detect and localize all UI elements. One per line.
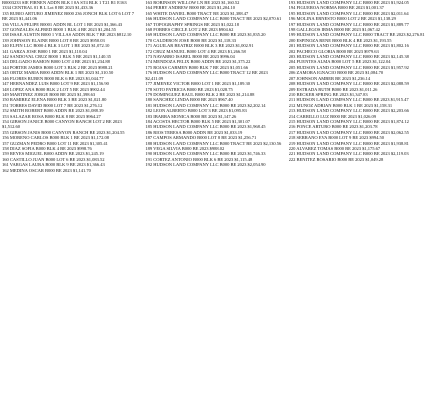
listing-entry: 149 MARTINEZ JORGE B000 BE 2023 $1,398.63 [2,91,96,97]
listing-entry: 211 HUDSON LAND COMPANY LLC B000 BE 2023 $1,915.47 [288,97,409,103]
listing-entry: 197 HUDSON LAND COMPANY LLC B000 BE 2023 $1,889.77 [288,21,409,27]
listing-entry: 173 NAVARRO ISABEL B000 BE 2023 $996.04 [145,54,235,60]
listing-entry: 140 ELFIN LLC B000 4 BLK 3 LOT 1 BE 2023 $1,072.10 [2,43,110,49]
listing-entry: 196 MOLINA ERNESTO B000 LOT 2 BE 2023 $1,138.29 [288,16,396,22]
listing-entry: 179 DOMINGUEZ RAUL B000 BLK 2 BE 2023 $1,214.88 [145,91,255,97]
listing-entry: 139 JOHNSON ELAINE B000 LOT 8 BE 2023 $950.03 [2,37,105,43]
listing-entry: 138 ISSAE AUSTIN B000 1 VILLAS ADDN BLK 7 BE 2023 $812.10 [2,32,132,38]
listing-entry: 136 VILLA FELIPE B0001 ADDN BL LOT 1 BE 2023 $1,366.43 [2,21,123,27]
listing-entry: 154 GIBSON JANICE B000 CANYON RANCH LOT 2 BE 2023 $1,512.60 [2,118,122,130]
listing-entry: 220 ALVAREZ TOMAS B000 BE 2023 $1,175.67 [288,145,381,151]
listing-entry: 195 HUDSON LAND COMPANY LLC B000 BE 2023 $2,011.64 [288,10,409,16]
listing-entry: 219 HUDSON LAND COMPANY LLC B000 BE 2023 $1,938.81 [288,140,409,146]
listing-column-1 [2,0,139,400]
listing-entry: 182 LEON ALBERTO B000 LOT 3 BE 2023 $1,095.83 [145,108,247,114]
listing-column-3 [289,0,426,400]
listing-entry: 171 AGUILAR BEATRIZ B000 BLK 3 BE 2023 $1,002.91 [145,43,254,49]
listing-entry: 148 LOPEZ ANA B000 BLK 2 LOT 5 BE 2023 $902.44 [2,86,105,92]
listing-entry: B0003233 SIE FIRNEN ADDN BLK I 0A ST4 BLK 1 T21 R1 E163 [2,0,127,5]
listing-entry: 189 VEGA SILVIA B000 BE 2023 $988.02 [145,145,225,151]
listing-entry: 184 ACOSTA HECTOR B000 BLK 5 BE 2023 $1,301.07 [145,118,251,124]
listing-entry: 194 FIGUEROA NORMA B000 BE 2023 $1,001.37 [288,5,384,11]
listing-entry: 169 HUDSON LAND COMPANY LLC B000 BE 2023 $1,835.20 [145,32,266,38]
listing-entry: 170 CALDERON JOSE B000 BE 2023 $1,118.33 [145,37,237,43]
listing-entry: 206 ZAMORA IGNACIO B000 BE 2023 $1,084.70 [288,70,384,76]
listing-entry: 161 VARGAS LAURA B000 BLK 9 BE 2023 $1,366.43 [2,162,105,168]
listing-entry: 187 CAMPOS ARMANDO B000 LOT 8 BE 2023 $1,256.71 [145,135,257,141]
listing-entry: 180 SANCHEZ LINDA B000 BE 2023 $967.40 [145,97,233,103]
listing-entry: 151 TORRES DAVID B000 LOT 7 BE 2023 $1,276.12 [2,102,103,108]
listing-entry: 188 HUDSON LAND COMPANY LLC B000 TRACT BE 2023 $2,130.56 [145,140,282,146]
listing-entry: 212 MUNOZ ADRIAN B000 BLK 1 BE 2023 $1,158.31 [288,102,393,108]
listing-entry: 210 BECKER SPRING BE 2023 $1,347.83 [288,91,368,97]
listing-entry: 193 HUDSON LAND COMPANY LLC B000 BE 2023 $1,924.05 [288,0,409,5]
listing-entry: 198 GALLEGOS IRMA B000 BE 2023 $1,067.42 [288,27,381,33]
listing-entry: 204 FUENTES ALMA B000 LOT 5 BE 2023 $1,122.04 [288,59,391,65]
listing-entry: 162 MEDINA OSCAR B000 BE 2023 $1,141.70 [2,167,91,173]
listing-entry: 144 PORTER JAMES B000 LOT 3 BLK 2 BE 2023 $988.21 [2,64,113,70]
listing-entry: 156 MORENO CARLOS B000 BLK 1 BE 2023 $1,172.08 [2,135,109,141]
listing-entry: 160 CASTILLO JUAN B000 LOT 6 BE 2023 $1,083.52 [2,156,105,162]
listing-entry: 213 HUDSON LAND COMPANY LLC B000 BE 2023 $2,203.66 [288,108,409,114]
listing-entry: 217 HUDSON LAND COMPANY LLC B000 BE 2023 $2,062.55 [288,129,409,135]
listing-entry: 201 HUDSON LAND COMPANY LLC B000 BE 2023 $1,802.16 [288,43,409,49]
listing-entry: 166 HUDSON LAND COMPANY LLC B000 TRACT BE 2023 $2,070.61 [145,16,282,22]
listing-entry: 155 GIBSON JANIS B000 CANYON RANCH BE 2023 $1,204.55 [2,129,125,135]
listing-entry: 199 HUDSON LAND COMPANY LLC B000 TRACT BE 2023 $2,276.81 [288,32,425,38]
listing-entry: 185 HUDSON LAND COMPANY LLC B000 BE 2023 $1,968.45 [145,124,266,130]
listing-entry: 142 SANDOVAL CRUZ B000 1 BLK 5 BE 2023 $1,140.35 [2,54,112,60]
listing-entry: 165 WHITE DANIEL B000 TRACT BE 2023 $1,388.47 [145,10,249,16]
listing-entry: 191 CORTEZ ANTONIO B000 BLK 6 BE 2023 $1,115.48 [145,156,253,162]
listing-entry: 175 ROJAS CARMEN B000 BLK 7 BE 2023 $1,051.66 [145,64,249,70]
listing-entry: 207 JOHNSON AMBER BE 2023 $1,236.14 [288,75,371,81]
listing-entry: 218 SERRANO EVA B000 LOT 9 BE 2023 $994.50 [288,135,385,141]
listing-entry: 159 REYES MIGUEL B000 ADDN BE 2023 $1,245.19 [2,151,104,157]
listing-entry: 214 CARRILLO LUZ B000 BE 2023 $1,026.09 [288,113,377,119]
listing-entry: 181 HUDSON LAND COMPANY LLC B000 BE 2023 $2,202.14 [145,102,266,108]
listing-entry: 143 DELGADO RAMON B000 LOT 4 BE 2023 $1,234.88 [2,59,110,65]
listing-entry: 192 HUDSON LAND COMPANY LLC B000 BE 2023 $2,054.90 [145,162,266,168]
listing-entry: 157 GUZMAN PEDRO B000 LOT 11 BE 2023 $1,305.41 [2,140,108,146]
listing-entry: 174 MENDOZA FELIX B000 ADDN BE 2023 $1,375.22 [145,59,251,65]
listing-entry: 203 HUDSON LAND COMPANY LLC B000 BE 2023 $2,145.38 [288,54,409,60]
listing-entry: 222 BENITEZ ROSARIO B000 BE 2023 $1,049.28 [288,156,384,162]
listing-entry: 209 ESTRADA RUTH B000 BE 2023 $1,011.26 [288,86,378,92]
listing-entry: 164 PERRY ANDREW B000 BE 2023 $1,204.10 [145,5,235,11]
listing-entry: 141 GARZA JOSE B000 1 BE 2023 $1,110.04 [2,48,87,54]
listing-entry: 168 FORBES CIRCLE LOT 2 BE 2023 $904.62 [145,27,234,33]
listing-entry: 215 HUDSON LAND COMPANY LLC B000 BE 2023 $1,874.12 [288,118,409,124]
listing-entry: 178 SOTO PATRICIA B000 BE 2023 $1,028.75 [145,86,233,92]
listing-entry: 176 HUDSON LAND COMPANY LLC B000 TRACT 12 BE 2023 $2,411.09 [145,70,268,81]
listing-entry: 216 PONCE ARTURO B000 BE 2023 $1,203.78 [288,124,378,130]
listing-entry: 177 JIMENEZ VICTOR B000 LOT 1 BE 2023 $1,189.30 [145,81,250,87]
listing-entry: 205 HUDSON LAND COMPANY LLC B000 BE 2023 $1,957.92 [288,64,409,70]
listing-entry: 135 RUBIO ARTURO JIMENEZ B000 236 JONCH BLK LOT 6 LOT 7 BE 2023 $1,441.06 [2,10,134,22]
listing-entry: 145 ORTIZ MARIA B000 ADDN BLK 1 BE 2023 $1,310.50 [2,70,114,76]
listing-column-2 [145,0,282,400]
listing-entry: 200 ESPINOZA RENE B000 BLK 4 BE 2023 $1,193.55 [288,37,392,43]
listing-entry: 208 HUDSON LAND COMPANY LLC B000 BE 2023 $2,088.59 [288,81,409,87]
listing-entry: 153 SALAZAR ROSA B000 BLK 8 BE 2023 $964.27 [2,113,101,119]
listing-entry: 167 TOPOGRAPHY SPRINGS BE 2023 $1,022.18 [145,21,240,27]
listing-entry: 190 HUDSON LAND COMPANY LLC B000 BE 2023 $1,746.33 [145,151,266,157]
listing-entry: 163 ROBINSON WILLOW LN BE 2023 $1,160.52 [145,0,240,5]
listing-entry: 221 HUDSON LAND COMPANY LLC B000 BE 2023 $2,119.03 [288,151,409,157]
listing-entry: 183 IBARRA MONICA B000 BE 2023 $1,147.26 [145,113,237,119]
listing-entry: 147 HERNANDEZ LUIS B000 LOT 9 BE 2023 $1,156.90 [2,81,109,87]
listing-entry: 158 DIAZ SOFIA B000 BLK 4 BE 2023 $998.76 [2,145,92,151]
listing-entry: 146 FLORES RUBEN B000 BLK 6 BE 2023 $1,044.77 [2,75,104,81]
listing-entry: 152 SMITH ROBERT B000 ADDN BE 2023 $1,088.39 [2,108,104,114]
listing-entry: 137 GONZALES ALFRED B000 1 BLK 4 BE 2023 $1,204.55 [2,27,117,33]
listing-entry: 172 CRUZ MANUEL B000 LOT 4 BE 2023 $1,266.58 [145,48,246,54]
listing-entry: 150 RAMIREZ ELENA B000 BLK 3 BE 2023 $1,021.80 [2,97,107,103]
listing-entry: 202 PACHECO GLORIA B000 BE 2023 $979.63 [288,48,379,54]
listing-entry: 1334 CENTRAL 01 B L Lot 8 BE 2023 $1,433.36 [2,5,94,11]
listing-entry: 186 RIOS TERESA B000 ADDN BE 2023 $1,033.19 [145,129,243,135]
